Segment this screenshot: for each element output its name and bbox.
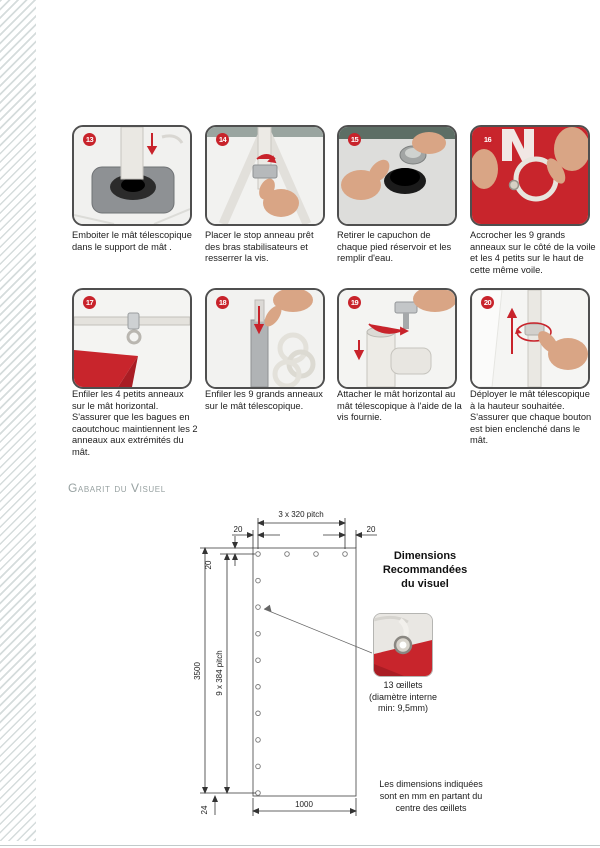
- step-photo-20: [470, 288, 590, 389]
- dim-offset-right: 20: [366, 525, 376, 534]
- top-eyelets: [256, 552, 348, 557]
- step-number-badge: 19: [348, 296, 361, 309]
- dim-total-height: 3500: [193, 662, 202, 680]
- recommended-dimensions-title: Dimensions Recommandées du visuel: [382, 550, 468, 590]
- step-photo-19: [337, 288, 457, 389]
- step-caption: Emboiter le mât télescopique dans le support de mât .: [72, 230, 192, 252]
- dimensions-note: Les dimensions indiquées sont en mm en partant du centre des œillets: [379, 779, 483, 813]
- step-number-badge: 13: [83, 133, 96, 146]
- step-caption: Enfiler les 4 petits anneaux sur le mât horizontal. S'assurer que les bagues en caoutchouc maintiennent les 2 anneaux aux extrémités du mât.: [72, 389, 198, 457]
- eyelet-closeup-illustration: [374, 614, 432, 676]
- page-bottom-rule: [0, 845, 600, 846]
- flag-outline: [253, 548, 356, 796]
- dim-offset-bottom: 24: [200, 805, 209, 815]
- section-heading: Gabarit du Visuel: [68, 481, 166, 495]
- leader-arrowhead: [264, 603, 274, 611]
- side-eyelets: [256, 578, 261, 795]
- step-number-badge: 16: [481, 133, 494, 146]
- step-number-badge: 17: [83, 296, 96, 309]
- step-photo-14: [205, 125, 325, 226]
- step-number-badge: 15: [348, 133, 361, 146]
- dim-side-pitch: 9 x 384 pitch: [215, 650, 224, 696]
- eyelet-caption: 13 œillets (diamètre interne min: 9,5mm): [368, 680, 438, 714]
- dim-offset-top: 20: [204, 560, 213, 570]
- dim-top-pitch: 3 x 320 pitch: [278, 510, 324, 519]
- step-photo-15: [337, 125, 457, 226]
- step-caption: Déployer le mât télescopique à la hauteur souhaitée. S'assurer que chaque bouton est bien enclenché dans le mât.: [470, 389, 592, 446]
- step-caption: Retirer le capuchon de chaque pied réservoir et les remplir d'eau.: [337, 230, 452, 264]
- dim-width: 1000: [295, 800, 313, 809]
- step-photo-17: [72, 288, 192, 389]
- step-caption: Enfiler les 9 grands anneaux sur le mât télescopique.: [205, 389, 323, 411]
- step-caption: Accrocher les 9 grands anneaux sur le côté de la voile et les 4 petits sur le haut de cette même voile.: [470, 230, 596, 275]
- eyelet-closeup-photo: [373, 613, 433, 677]
- step-number-badge: 20: [481, 296, 494, 309]
- step-number-badge: 14: [216, 133, 229, 146]
- step-photo-18: [205, 288, 325, 389]
- dim-offset-left: 20: [233, 525, 243, 534]
- step-caption: Attacher le mât horizontal au mât télescopique à l'aide de la vis fournie.: [337, 389, 462, 423]
- step-photo-16: [470, 125, 590, 226]
- left-stripe-band: [0, 0, 36, 841]
- step-caption: Placer le stop anneau prêt des bras stabilisateurs et resserrer la vis.: [205, 230, 314, 264]
- step-photo-13: [72, 125, 192, 226]
- step-number-badge: 18: [216, 296, 229, 309]
